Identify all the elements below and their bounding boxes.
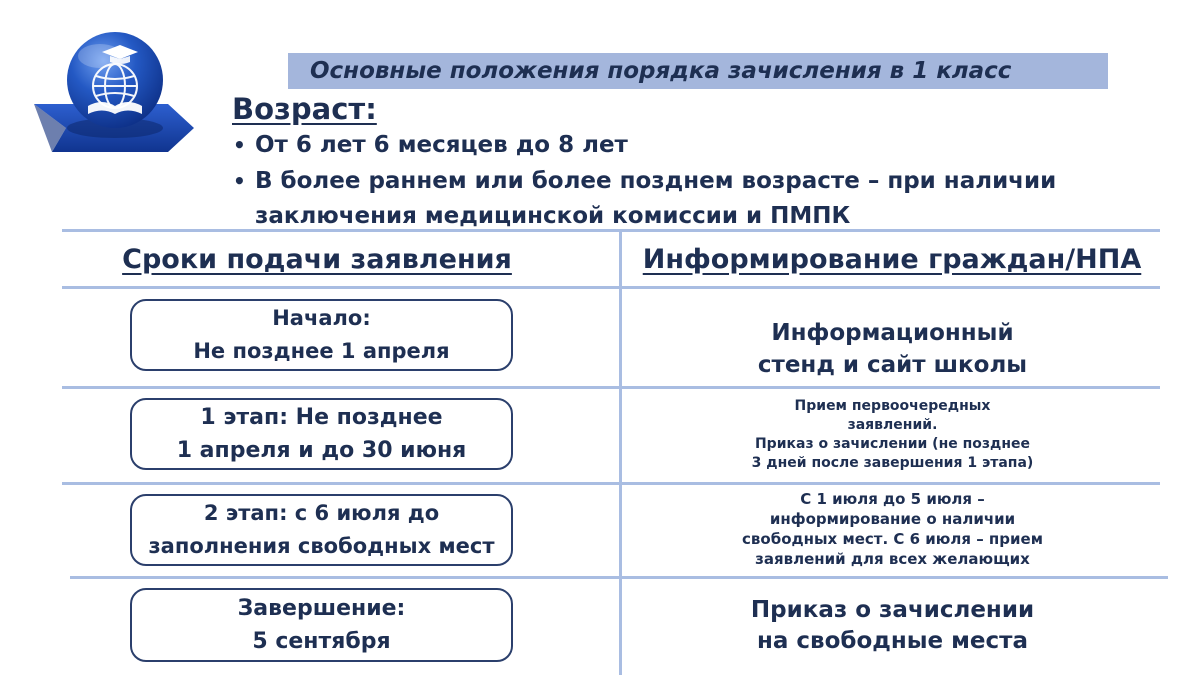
info-line: 3 дней после завершения 1 этапа) xyxy=(751,455,1034,471)
age-bullet-text: От 6 лет 6 месяцев до 8 лет xyxy=(255,132,628,158)
deadline-box-line: Начало: xyxy=(272,306,371,330)
info-cell-stage-2 xyxy=(625,489,1160,569)
deadlines-column-header: Сроки подачи заявления xyxy=(122,244,512,275)
info-cell-start xyxy=(625,317,1160,381)
deadline-box-stage-2 xyxy=(130,494,513,566)
info-line: информирование о наличии xyxy=(769,510,1016,528)
header-divider xyxy=(62,286,1160,289)
age-bullet-text: В более раннем или более позднем возрасте – при наличии xyxy=(255,168,1057,194)
age-bullet-continuation: заключения медицинской комиссии и ПМПК xyxy=(255,203,851,229)
info-line: заявлений. xyxy=(847,417,938,433)
information-column-header: Информирование граждан/НПА xyxy=(642,244,1142,275)
age-bullet xyxy=(233,128,628,163)
info-line: С 1 июля до 5 июля – xyxy=(800,490,985,508)
deadline-box-line: 1 этап: Не позднее xyxy=(200,405,443,430)
info-line: заявлений для всех желающих xyxy=(755,550,1030,568)
deadline-box-line: 5 сентября xyxy=(252,629,391,654)
deadline-box-line: заполнения свободных мест xyxy=(148,534,495,558)
info-line: стенд и сайт школы xyxy=(757,352,1028,378)
info-line: свободных мест. С 6 июля – прием xyxy=(742,530,1043,548)
deadline-box-line: Не позднее 1 апреля xyxy=(193,339,450,363)
age-bullet xyxy=(233,164,1057,199)
row-divider xyxy=(62,482,1160,485)
bullet-marker: • xyxy=(233,169,246,193)
deadline-box-stage-1 xyxy=(130,398,513,470)
info-line: Приказ о зачислении (не позднее xyxy=(754,436,1031,452)
info-line: Информационный xyxy=(771,320,1014,346)
age-heading: Возраст: xyxy=(232,92,377,126)
deadline-box-end xyxy=(130,588,513,662)
table-top-border xyxy=(62,229,1160,232)
deadline-box-line: 2 этап: с 6 июля до xyxy=(203,501,440,525)
deadline-box-line: 1 апреля и до 30 июня xyxy=(176,438,467,463)
info-line: на свободные места xyxy=(756,628,1029,654)
info-line: Приказ о зачислении xyxy=(750,597,1035,623)
page-title: Основные положения порядка зачисления в 1 класс xyxy=(310,58,1012,84)
deadline-box-start xyxy=(130,299,513,371)
info-cell-end xyxy=(625,595,1160,657)
bullet-marker: • xyxy=(233,133,246,157)
column-divider xyxy=(619,229,622,675)
info-cell-stage-1 xyxy=(625,397,1160,473)
info-line: Прием первоочередных xyxy=(794,398,991,414)
deadline-box-line: Завершение: xyxy=(237,596,406,621)
education-globe-logo-icon xyxy=(30,28,200,158)
row-divider xyxy=(62,386,1160,389)
